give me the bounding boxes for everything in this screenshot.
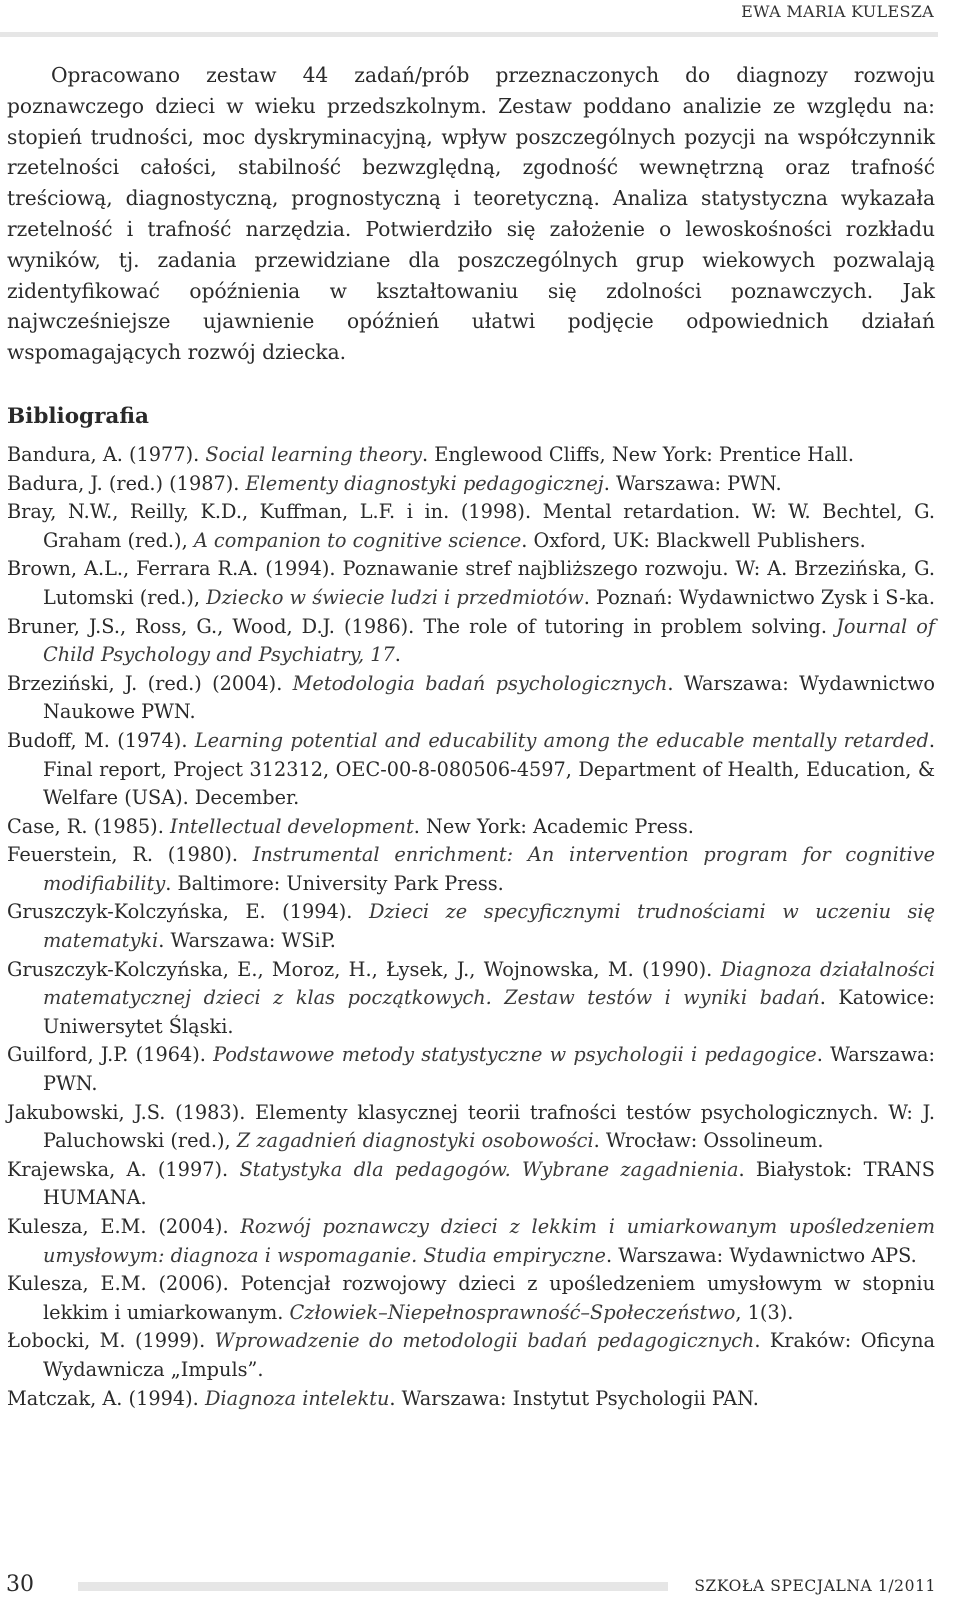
reference-publisher-part: . Warszawa: PWN. xyxy=(43,1043,935,1096)
reference-publisher-part: . Białystok: TRANS HUMANA. xyxy=(43,1157,935,1210)
page-footer xyxy=(0,1572,960,1602)
reference-publisher-part: . Oxford, UK: Blackwell Publishers. xyxy=(521,528,866,552)
reference-publisher-part: . Warszawa: Instytut Psychologii PAN. xyxy=(389,1386,759,1410)
reference-publisher-part: . New York: Academic Press. xyxy=(413,814,694,838)
reference-title: Journal of Child Psychology and Psychiatry, 17 xyxy=(43,614,935,667)
summary-paragraph: Opracowano zestaw 44 zadań/prób przeznaczonych do diagnozy rozwoju poznawczego dzieci w wieku przedszkolnym. Zestaw poddano analizie ze względu na: stopień trudności, moc dyskryminacyjną, wpływ poszczególnych pozycji na współczynnik rzetelności całości, stabilność bezwzględną, zgodność wewnętrzną oraz trafność treściową, diagnostyczną, prognostyczną i teoretyczną. Analiza statystyczna wykazała rzetelność i trafność narzędzia. Potwierdziło się założenie o lewoskośności rozkładu wyników, tj. zadania przewidziane dla poszczególnych grup wiekowych pozwalają zidentyfikować opóźnienia w kształtowaniu się zdolności poznawczych. Jak najwcześniejsze ujawnienie opóźnień ułatwi podjęcie odpowiednich działań wspomagających rozwój dziecka. xyxy=(7,63,935,365)
reference-publisher-part: . Englewood Cliffs, New York: Prentice Hall. xyxy=(422,442,854,466)
reference-publisher-part: . Baltimore: University Park Press. xyxy=(165,871,504,895)
reference-title: Social learning theory xyxy=(205,442,423,466)
reference-item xyxy=(7,841,935,898)
reference-author-part: Matczak, A. (1994). xyxy=(7,1386,205,1410)
reference-item xyxy=(7,470,935,499)
reference-item xyxy=(7,1156,935,1213)
reference-publisher-part: . Wrocław: Ossolineum. xyxy=(593,1129,824,1153)
reference-author-part: Kulesza, E.M. (2004). xyxy=(7,1215,241,1238)
journal-issue: SZKOŁA SPECJALNA 1/2011 xyxy=(694,1577,936,1595)
reference-author-part: Gruszczyk-Kolczyńska, E., Moroz, H., Łysek, J., Wojnowska, M. (1990). xyxy=(7,957,721,981)
running-title: EWA MARIA KULESZA xyxy=(741,2,934,21)
reference-publisher-part: . Kraków: Oficyna Wydawnicza „Impuls”. xyxy=(43,1329,935,1381)
reference-publisher-part: , 1(3). xyxy=(735,1300,794,1324)
reference-author-part: Gruszczyk-Kolczyńska, E. (1994). xyxy=(7,900,369,924)
reference-item xyxy=(7,1385,935,1414)
reference-title: Dziecko w świecie ludzi i przedmiotów xyxy=(206,585,584,609)
reference-author-part: Badura, J. (red.) (1987). xyxy=(7,471,246,495)
reference-title: Z zagadnień diagnostyki osobowości xyxy=(236,1129,594,1153)
reference-title: Podstawowe metody statystyczne w psychologii i pedagogice xyxy=(213,1043,817,1067)
reference-publisher-part: . Katowice: Uniwersytet Śląski. xyxy=(43,986,935,1038)
reference-publisher-part: . xyxy=(394,643,401,667)
reference-title: Elementy diagnostyki pedagogicznej xyxy=(245,471,604,495)
reference-author-part: Kulesza, E.M. (2006). Potencjał rozwojowy dzieci z upośledzeniem umysłowym w stopniu lekkim i umiarkowanym. xyxy=(7,1272,935,1324)
reference-author-part: Bandura, A. (1977). xyxy=(7,442,206,466)
reference-item xyxy=(7,898,935,955)
reference-title: Instrumental enrichment: An intervention program for cognitive modifiability xyxy=(43,843,935,895)
reference-author-part: Łobocki, M. (1999). xyxy=(7,1329,215,1353)
reference-author-part: Bray, N.W., Reilly, K.D., Kuffman, L.F. i in. (1998). Mental retardation. W: W. Bechtel, G. Graham (red.), xyxy=(7,500,935,552)
reference-item xyxy=(7,613,935,670)
page-number: 30 xyxy=(6,1572,34,1597)
reference-author-part: Krajewska, A. (1997). xyxy=(7,1157,240,1181)
reference-title: Intellectual development xyxy=(169,814,414,838)
reference-author-part: Guilford, J.P. (1964). xyxy=(7,1043,214,1067)
reference-title: Diagnoza intelektu xyxy=(204,1386,390,1410)
reference-item xyxy=(7,1099,935,1156)
reference-publisher-part: . Final report, Project 312312, OEC-00-8-080506-4597, Department of Health, Education, & Welfare (USA). December. xyxy=(43,728,935,810)
reference-item xyxy=(7,727,935,813)
page-content xyxy=(7,60,935,1413)
reference-author-part: Case, R. (1985). xyxy=(7,814,170,838)
reference-title: A companion to cognitive science xyxy=(193,528,522,552)
reference-list xyxy=(7,441,935,1413)
reference-publisher-part: . Warszawa: Wydawnictwo APS. xyxy=(605,1243,917,1267)
reference-item xyxy=(7,670,935,727)
reference-author-part: Feuerstein, R. (1980). xyxy=(7,843,253,867)
reference-item xyxy=(7,1270,935,1327)
reference-item xyxy=(7,555,935,612)
reference-author-part: Brzeziński, J. (red.) (2004). xyxy=(7,671,293,695)
reference-publisher-part: . Poznań: Wydawnictwo Zysk i S-ka. xyxy=(583,585,935,609)
reference-publisher-part: . Warszawa: Wydawnictwo Naukowe PWN. xyxy=(43,671,935,724)
reference-publisher-part: . Warszawa: WSiP. xyxy=(158,929,336,953)
reference-item xyxy=(7,1213,935,1270)
reference-title: Człowiek–Niepełnosprawność–Społeczeństwo xyxy=(289,1300,736,1324)
reference-item xyxy=(7,956,935,1042)
reference-author-part: Jakubowski, J.S. (1983). Elementy klasycznej teorii trafności testów psychologicznych. W: J. Paluchowski (red.), xyxy=(7,1100,935,1153)
reference-title: Rozwój poznawczy dzieci z lekkim i umiarkowanym upośledzeniem umysłowym: diagnoza i wspomaganie. Studia empiryczne xyxy=(43,1215,935,1267)
header-rule xyxy=(0,32,938,37)
reference-title: Statystyka dla pedagogów. Wybrane zagadnienia xyxy=(239,1157,739,1181)
reference-item xyxy=(7,498,935,555)
reference-author-part: Budoff, M. (1974). xyxy=(7,728,195,752)
reference-item xyxy=(7,1041,935,1098)
reference-title: Wprowadzenie do metodologii badań pedagogicznych xyxy=(214,1329,755,1353)
reference-title: Dzieci ze specyficznymi trudnościami w uczeniu się matematyki xyxy=(43,900,936,953)
footer-rule xyxy=(78,1582,668,1591)
reference-publisher-part: . Warszawa: PWN. xyxy=(603,471,782,495)
reference-author-part: Brown, A.L., Ferrara R.A. (1994). Poznawanie stref najbliższego rozwoju. W: A. Brzezińska, G. Lutomski (red.), xyxy=(7,557,935,609)
reference-item xyxy=(7,813,935,842)
bibliography-heading: Bibliografia xyxy=(7,403,149,429)
reference-item xyxy=(7,441,935,470)
reference-title: Metodologia badań psychologicznych xyxy=(292,671,668,695)
reference-title: Diagnoza działalności matematycznej dzieci z klas początkowych. Zestaw testów i wyniki badań xyxy=(43,957,935,1010)
reference-author-part: Bruner, J.S., Ross, G., Wood, D.J. (1986). The role of tutoring in problem solving. xyxy=(7,614,837,638)
reference-item xyxy=(7,1327,935,1384)
reference-title: Learning potential and educability among the educable mentally retarded xyxy=(194,728,929,752)
